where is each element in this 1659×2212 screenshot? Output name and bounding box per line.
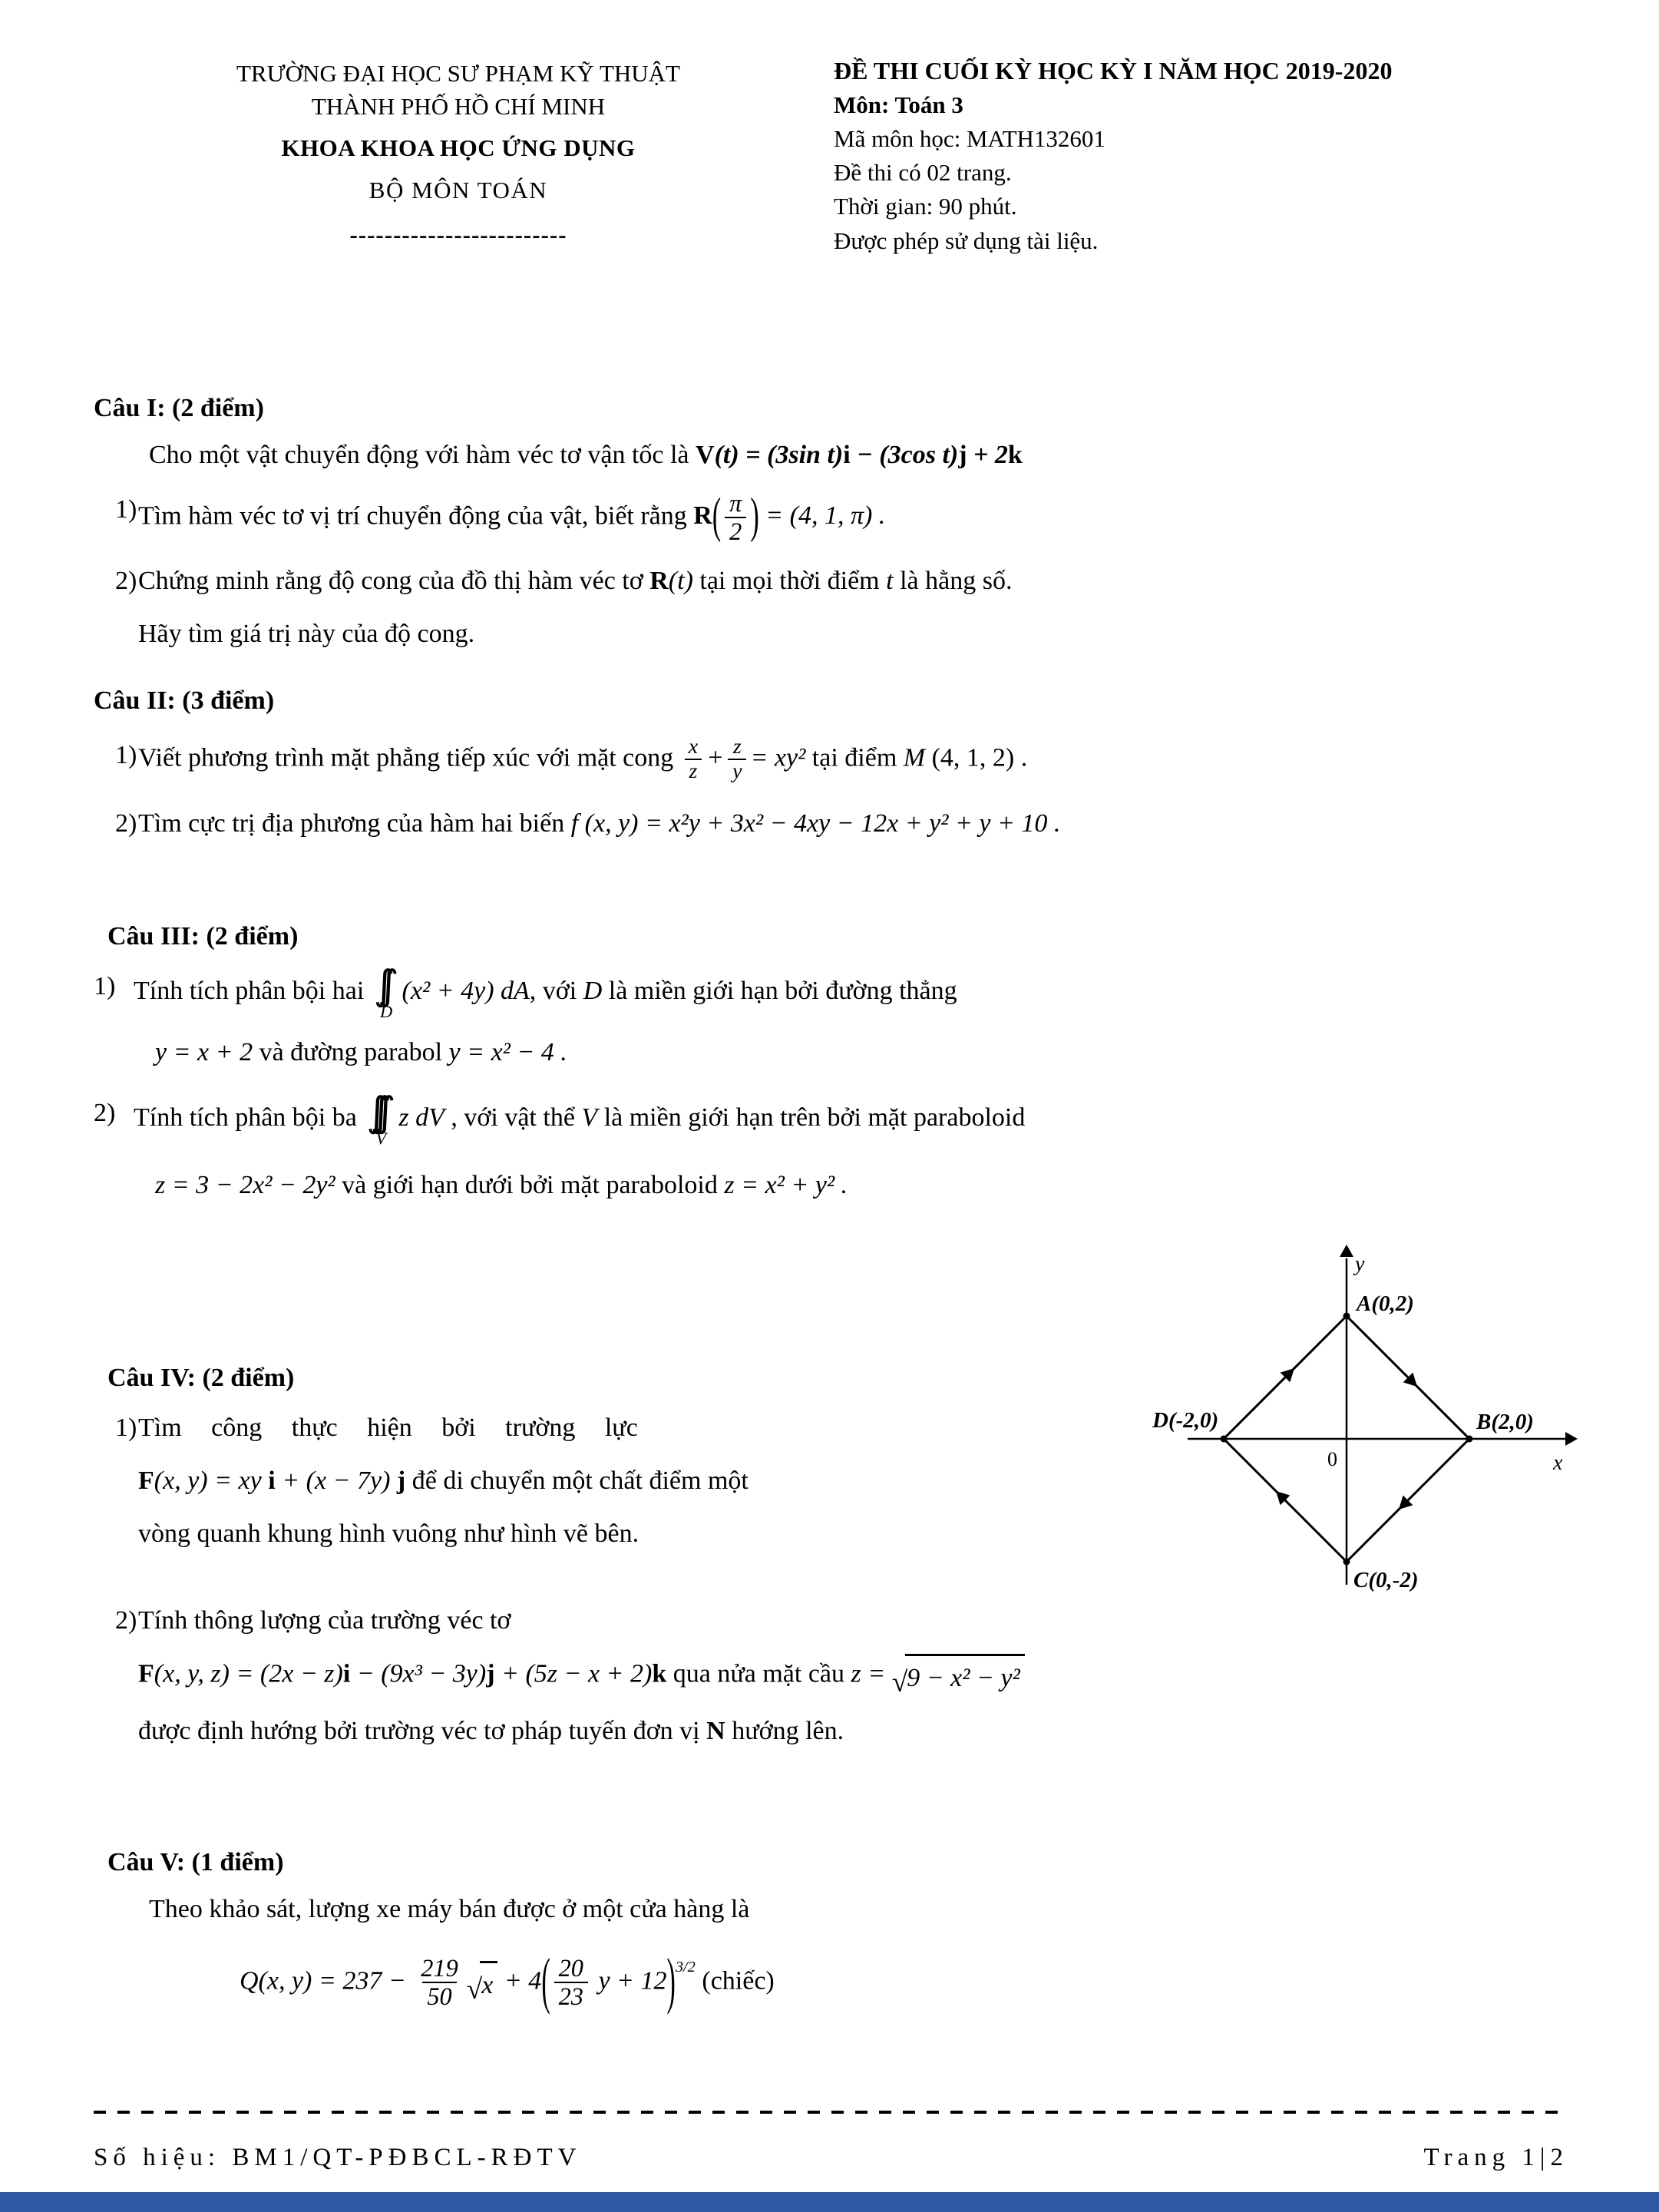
faculty-name: KHOA KHOA HỌC ỨNG DỤNG (281, 134, 636, 161)
exponent-three-halves: 3/2 (675, 1958, 696, 1976)
item-number: 1) (115, 494, 137, 524)
university-block (94, 54, 823, 258)
question-2 (94, 681, 1568, 843)
item-text (138, 1601, 1568, 1751)
bottom-blue-bar (0, 2192, 1659, 2212)
fraction-219-over-50: $\frac{219}{50}$ (421, 1953, 458, 2011)
vertex-A-label: A(0,2) (1357, 1291, 1414, 1316)
fraction-pi-over-2: $\frac{\pi}{2}$ (725, 490, 746, 546)
question-3-item-1 (94, 961, 1568, 1072)
item-line-1: Tính tích phân bội hai ∫∫ D (x² + 4y) dA, với D là miền giới hạn bởi đường thẳng (134, 961, 957, 1021)
sales-function-formula: Q(x, y) = 237 − $\frac{219}{50}$ √ x + 4( $\frac{20}{23}$ y + 12)$^{3/2}$ (chiếc) (240, 1948, 775, 2017)
question-1-item-2 (94, 561, 1568, 653)
vertex-B-dot (1466, 1435, 1473, 1442)
exam-course-code: Mã môn học: MATH132601 (834, 125, 1105, 153)
university-name-line1: TRƯỜNG ĐẠI HỌC SƯ PHẠM KỸ THUẬT (236, 60, 680, 87)
item-number: 1) (94, 971, 116, 1000)
question-5-heading: Câu V: (1 điểm) (107, 1847, 284, 1876)
item-line-2: Hãy tìm giá trị này của độ cong. (138, 619, 475, 648)
square-path-diagram (1151, 1235, 1581, 1619)
item-line-1: Tính tích phân bội ba ∫∫∫ V z dV , với vật thể V là miền giới hạn trên bởi mặt paraboloid (134, 1088, 1026, 1148)
vertex-D-label: D(-2,0) (1152, 1407, 1219, 1433)
vertex-C-label: C(0,-2) (1353, 1567, 1419, 1592)
question-4-item-2 (94, 1601, 1568, 1751)
footer-dashed-divider (94, 2111, 1568, 2114)
x-axis-arrowhead (1565, 1432, 1578, 1446)
item-line-3: vòng quanh khung hình vuông như hình vẽ bên. (138, 1519, 639, 1548)
y-axis-arrowhead (1340, 1245, 1353, 1257)
item-text (138, 561, 1568, 653)
question-4 (94, 1251, 1568, 1751)
item-number: 2) (94, 1098, 116, 1127)
question-4-item-1 (94, 1408, 1184, 1553)
question-1-item-1 (94, 490, 1568, 546)
exam-duration: Thời gian: 90 phút. (834, 193, 1017, 220)
document-header (94, 54, 1568, 258)
square-root-x: √ x (467, 1961, 498, 2005)
intro-text: Cho một vật chuyển động với hàm véc tơ vận tốc là (149, 440, 696, 469)
square-root-expression: √ 9 − x² − y² (892, 1654, 1025, 1698)
item-line-1: Tìm công thực hiện bởi trường lực (138, 1413, 638, 1442)
item-number: 1) (115, 1413, 137, 1442)
item-line-2: z = 3 − 2x² − 2y² và giới hạn dưới bởi mặt paraboloid z = x² + y² . (155, 1170, 848, 1199)
fraction-z-over-y: $\frac{z}{y}$ (728, 736, 746, 784)
item-line-3: được định hướng bởi trường véc tơ pháp tuyến đơn vị N hướng lên. (138, 1716, 844, 1745)
item-line-1: Chứng minh rằng độ cong của đồ thị hàm véc tơ R(t) tại mọi thời điểm t là hằng số. (138, 566, 1013, 595)
item-number: 2) (115, 808, 137, 838)
question-2-item-1 (94, 736, 1568, 784)
x-axis-label: x (1553, 1450, 1563, 1475)
question-2-item-2 (94, 804, 1568, 843)
two-variable-function-formula: f (x, y) = x²y + 3x² − 4xy − 12x + y² + y + 10 . (570, 808, 1061, 838)
velocity-vector-formula: V(t) = (3sin t)i − (3cos t)j + 2k (696, 440, 1023, 469)
item-text (134, 1088, 1568, 1205)
question-2-heading: Câu II: (3 điểm) (94, 686, 275, 715)
force-field-formula-line: F(x, y) = xy i + (x − 7y) j để di chuyển một chất điểm một (138, 1466, 749, 1495)
item-number: 2) (115, 566, 137, 595)
double-integral: ∫∫ D (373, 961, 393, 1021)
y-axis-label: y (1355, 1251, 1365, 1276)
exam-info-block (823, 54, 1568, 258)
exam-page-count: Đề thi có 02 trang. (834, 159, 1012, 187)
fraction-x-over-z: $\frac{x}{z}$ (684, 736, 702, 784)
item-text (134, 961, 1568, 1072)
diagram-svg (1151, 1235, 1581, 1619)
vertex-A-dot (1343, 1312, 1350, 1319)
header-dashed-divider: ------------------------- (349, 220, 567, 248)
exam-title: ĐỀ THI CUỐI KỲ HỌC KỲ I NĂM HỌC 2019-2020 (834, 57, 1393, 84)
item-text: Tìm cực trị địa phương của hàm hai biến f (x, y) = x²y + 3x² − 4xy − 12x + y² + y + 10 . (138, 808, 1061, 838)
question-1-intro (94, 435, 1568, 474)
item-line-1: Tính thông lượng của trường véc tơ (138, 1605, 511, 1635)
question-1-heading: Câu I: (2 điểm) (94, 393, 264, 422)
exam-subject: Môn: Toán 3 (834, 91, 963, 119)
item-text: Viết phương trình mặt phẳng tiếp xúc với mặt cong $\frac{x}{z}$ + $\frac{z}{y}$ = xy² tại điểm M (4, 1, 2) . (138, 734, 1028, 784)
page-indicator: Trang 1|2 (1423, 2144, 1568, 2171)
question-1 (94, 389, 1568, 653)
vertex-B-label: B(2,0) (1476, 1409, 1534, 1434)
question-5-intro: Theo khảo sát, lượng xe máy bán được ở một cửa hàng là (149, 1894, 750, 1923)
document-number: Số hiệu: BM1/QT-PĐBCL-RĐTV (94, 2144, 582, 2171)
item-text: Tìm hàm véc tơ vị trí chuyển động của vật, biết rằng R( $\frac{\pi}{2}$ ) = (4, 1, π) . (138, 488, 886, 546)
vertex-C-dot (1343, 1558, 1350, 1565)
item-number: 2) (115, 1605, 137, 1635)
question-5 (94, 1843, 1568, 2017)
item-number: 1) (115, 740, 137, 769)
question-3 (94, 917, 1568, 1205)
origin-label: 0 (1327, 1447, 1337, 1470)
department-name: BỘ MÔN TOÁN (368, 177, 548, 204)
position-condition-formula: R( $\frac{\pi}{2}$ ) = (4, 1, π) . (693, 488, 886, 546)
question-3-item-2 (94, 1088, 1568, 1205)
item-line-2: y = x + 2 và đường parabol y = x² − 4 . (155, 1037, 567, 1066)
flux-field-formula-line: F(x, y, z) = (2x − z)i − (9x³ − 3y)j + (5z − x + 2)k qua nửa mặt cầu z = √ 9 − x² − y² (138, 1654, 1568, 1698)
footer (94, 2144, 1568, 2172)
question-3-heading: Câu III: (2 điểm) (107, 921, 299, 951)
question-4-text-column (94, 1358, 1184, 1553)
item-text (138, 1408, 1184, 1553)
question-4-heading: Câu IV: (2 điểm) (107, 1363, 295, 1392)
triple-integral: ∫∫∫ V (366, 1088, 387, 1148)
university-name-line2: THÀNH PHỐ HỒ CHÍ MINH (311, 93, 606, 121)
fraction-20-over-23: $\frac{20}{23}$ (554, 1955, 588, 2011)
vertex-D-dot (1221, 1435, 1228, 1442)
exam-materials-note: Được phép sử dụng tài liệu. (834, 226, 1099, 254)
